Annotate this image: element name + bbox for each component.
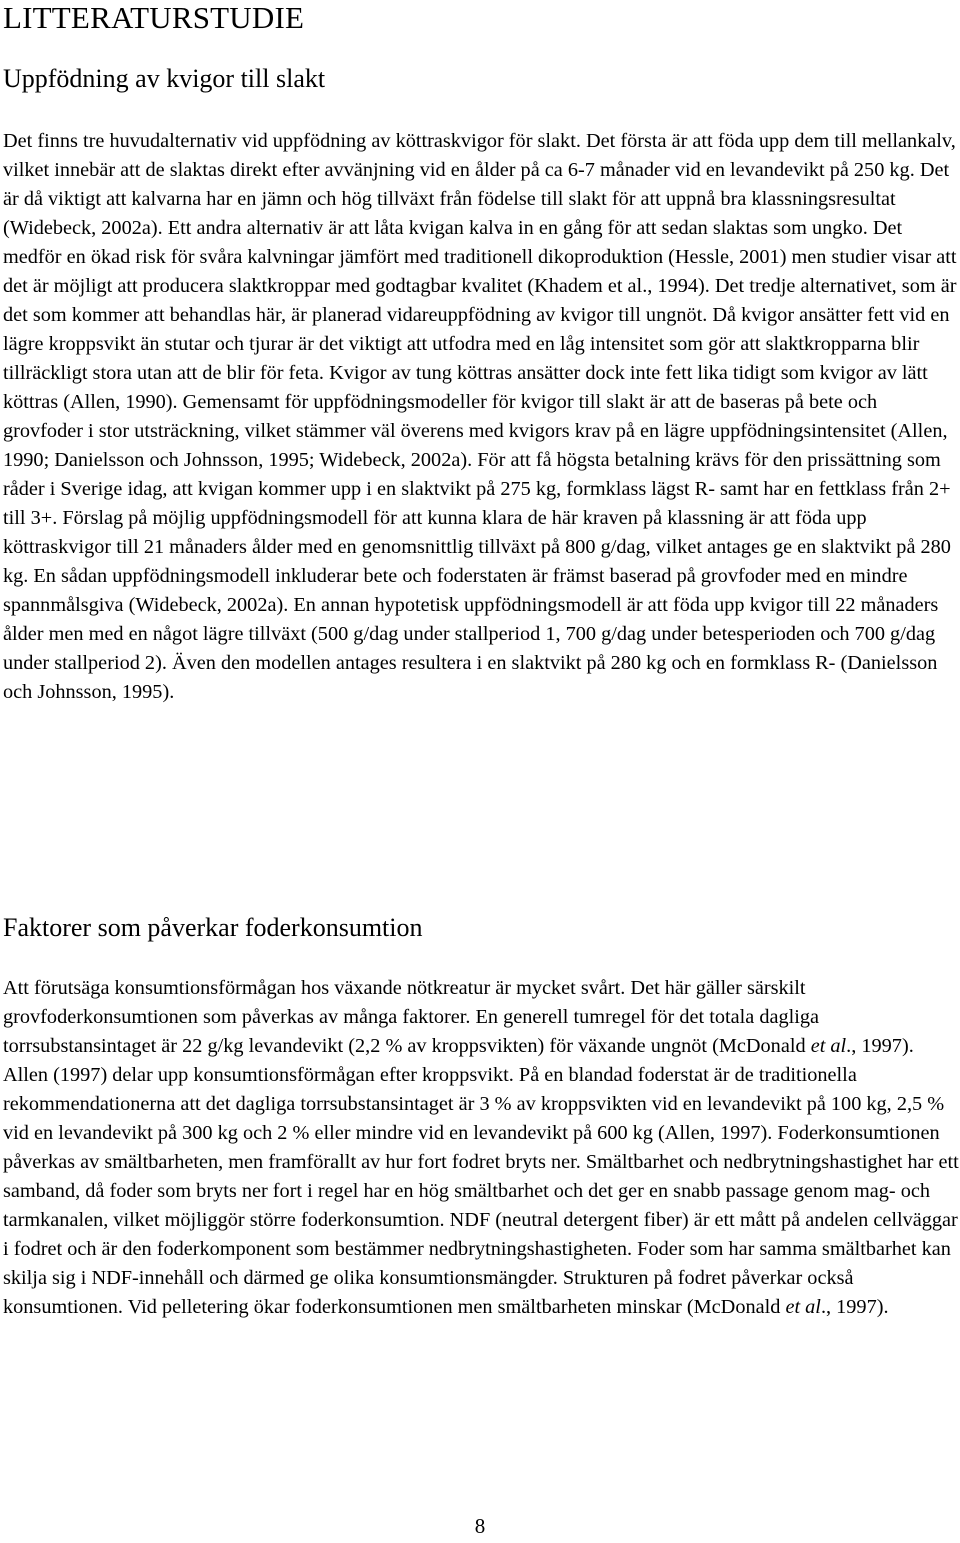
section-paragraph-faktorer — [3, 974, 959, 1322]
paragraph-etal-1: et al — [810, 1035, 847, 1057]
paragraph-text-part1: Att förutsäga konsumtionsförmågan hos växande nötkreatur är mycket svårt. Det här gäller särskilt grovfoderkonsumtionen som påverkas av många faktorer. En generell tumregel för det totala dagliga torrsubstansintaget är 22 g/kg levandevikt (2,2 % av kroppsvikten) för växande ungnöt (McDonald — [3, 977, 820, 1057]
main-title: LITTERATURSTUDIE — [3, 0, 305, 35]
paragraph-etal-2: et al — [785, 1296, 821, 1318]
section-heading-faktorer: Faktorer som påverkar foderkonsumtion — [3, 913, 423, 942]
page-number: 8 — [474, 1514, 486, 1538]
paragraph-text-part2: ., 1997). Allen (1997) delar upp konsumtionsförmågan efter kroppsvikt. På en blandad foderstat är de traditionella rekommendationerna att det dagliga torrsubstansintaget är 3 % av kroppsvikten vid en levandevikt på 100 kg, 2,5 % vid en levandevikt på 300 kg och 2 % eller mindre vid en levandevikt på 600 kg (Allen, 1997). Foderkonsumtionen påverkas av smältbarheten, men framförallt av hur fort fodret bryts ner. Smältbarhet och nedbrytningshastighet har ett samband, då foder som bryts ner fort i regel har en hög smältbarhet och det ger en snabb passage genom mag- och tarmkanalen, vilket möjliggör större foderkonsumtion. NDF (neutral detergent fiber) är ett mått på andelen cellväggar i fodret och är den foderkomponent som bestämmer nedbrytningshastigheten. Foder som har samma smältbarhet kan skilja sig i NDF-innehåll och därmed ge olika konsumtionsmängder. Strukturen på fodret påverkar också konsumtionen. Vid pelletering ökar foderkonsumtionen men smältbarheten minskar (McDonald — [3, 1035, 959, 1318]
section-paragraph-uppfodning: Det finns tre huvudalternativ vid uppfödning av köttraskvigor för slakt. Det första är att föda upp dem till mellankalv, vilket innebär att de slaktas direkt efter avvänjning vid en ålder på ca 6-7 månader vid en levandevikt på 250 kg. Det är då viktigt att kalvarna har en jämn och hög tillväxt från födelse till slakt för att uppnå bra klassningsresultat (Widebeck, 2002a). Ett andra alternativ är att låta kvigan kalva in en gång för att sedan slaktas som ungko. Det medför en ökad risk för svåra kalvningar jämfört med traditionell dikoproduktion (Hessle, 2001) men studier visar att det är möjligt att producera slaktkroppar med godtagbar kvalitet (Khadem et al., 1994). Det tredje alternativet, som är det som kommer att behandlas här, är planerad vidareuppfödning av kvigor till ungnöt. Då kvigor ansätter fett vid en lägre kroppsvikt än stutar och tjurar är det viktigt att utfodra med en låg intensitet som gör att slaktkropparna blir tillräckligt stora utan att de blir för feta. Kvigor av tung köttras ansätter dock inte fett lika tidigt som kvigor av lätt köttras (Allen, 1990). Gemensamt för uppfödningsmodeller för kvigor till slakt är att de baseras på bete och grovfoder i stor utsträckning, vilket stämmer väl överens med kvigors krav på en lägre uppfödningsintensitet (Allen, 1990; Danielsson och Johnsson, 1995; Widebeck, 2002a). För att få högsta betalning krävs för den prissättning som råder i Sverige idag, att kvigan kommer upp i en slaktvikt på 275 kg, formklass lägst R- samt har en fettklass från 2+ till 3+. Förslag på möjlig uppfödningsmodell för att kunna klara de här kraven på klassning är att föda upp köttraskvigor till 21 månaders ålder med en genomsnittlig tillväxt på 800 g/dag, vilket antages ge en slaktvikt på 280 kg. En sådan uppfödningsmodell inkluderar bete och foderstaten är främst baserad på grovfoder med en mindre spannmålsgiva (Widebeck, 2002a). En annan hypotetisk uppfödningsmodell är att föda upp kvigor till 22 månaders ålder men med en något lägre tillväxt (500 g/dag under stallperiod 1, 700 g/dag under betesperioden och 700 g/dag under stallperiod 2). Även den modellen antages resultera i en slaktvikt på 280 kg och en formklass R- (Danielsson och Johnsson, 1995). — [3, 130, 957, 703]
paragraph-text-part3: ., 1997). — [820, 1296, 889, 1318]
section-heading-uppfodning: Uppfödning av kvigor till slakt — [3, 64, 326, 93]
